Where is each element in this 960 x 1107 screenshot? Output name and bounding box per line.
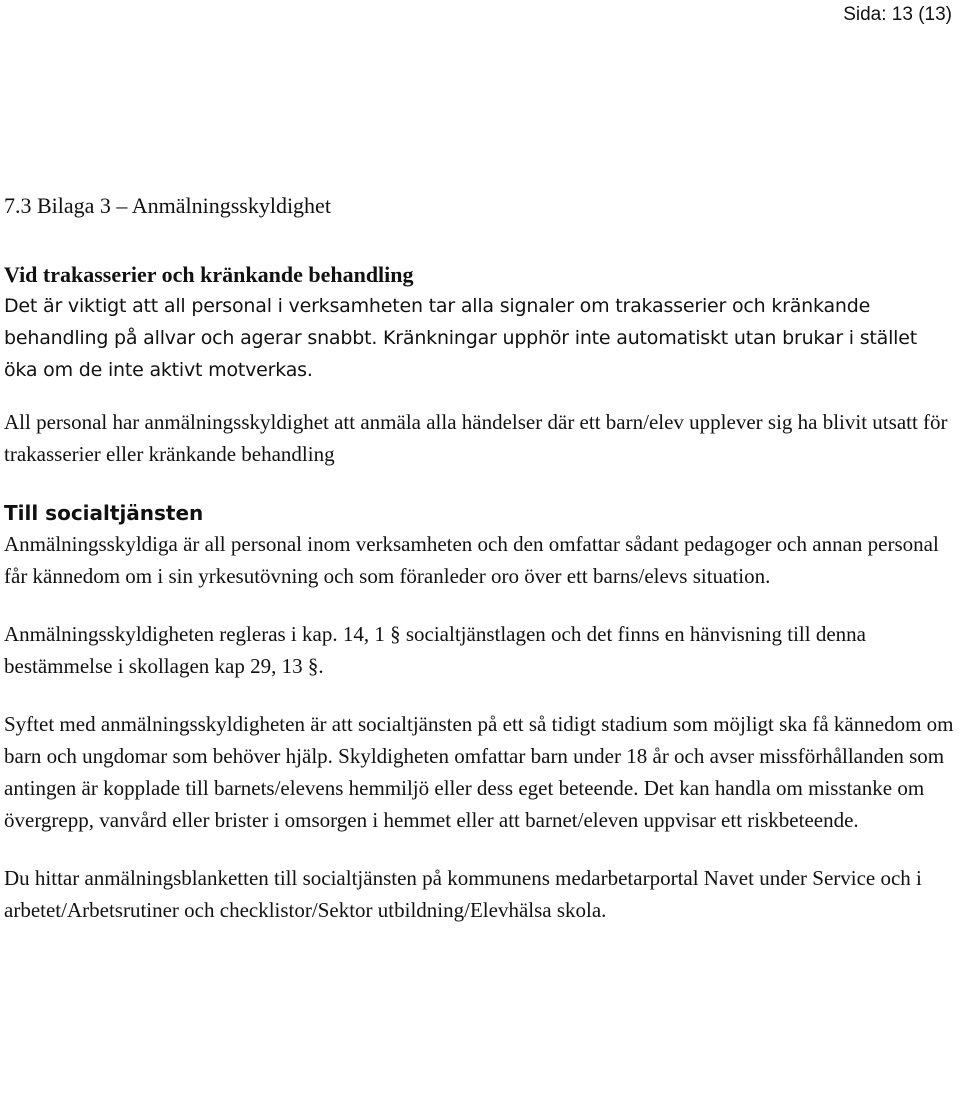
social-services-paragraph-1: Anmälningsskyldiga är all personal inom verksamheten och den omfattar sådant pedagoger och annan personal får kännedom om i sin yrkesutövning och som föranleder oro över ett barns/elevs situation.: [4, 532, 939, 588]
section-heading: 7.3 Bilaga 3 – Anmälningsskyldighet: [4, 193, 331, 218]
harassment-paragraph-2: All personal har anmälningsskyldighet att anmäla alla händelser där ett barn/elev upplever sig ha blivit utsatt för trakasserier eller kränkande behandling: [4, 410, 948, 466]
harassment-section: [4, 260, 954, 470]
social-services-paragraph-2: Anmälningsskyldigheten regleras i kap. 14, 1 § socialtjänstlagen och det finns en hänvisning till denna bestämmelse i skollagen kap 29, 13 §.: [4, 622, 866, 678]
social-services-heading: Till socialtjänsten: [4, 501, 204, 525]
harassment-paragraph-1: Det är viktigt att all personal i verksamheten tar alla signaler om trakasserier och kränkande behandling på allvar och agerar snabbt. Kränkningar upphör inte automatiskt utan brukar i stället öka om de inte aktivt motverkas.: [4, 295, 917, 381]
social-services-paragraph-4: Du hittar anmälningsblanketten till socialtjänsten på kommunens medarbetarportal Navet under Service och i arbetet/Arbetsrutiner och checklistor/Sektor utbildning/Elevhälsa skola.: [4, 866, 922, 922]
document-body: [4, 190, 954, 926]
social-services-section: [4, 498, 954, 926]
social-services-paragraph-3: Syftet med anmälningsskyldigheten är att socialtjänsten på ett så tidigt stadium som möjligt ska få kännedom om barn och ungdomar som behöver hjälp. Skyldigheten omfattar barn under 18 år och avser missförhållanden som antingen är kopplade till barnets/elevens hemmiljö eller dess eget beteende. Det kan handla om misstanke om övergrepp, vanvård eller brister i omsorgen i hemmet eller att barnet/eleven uppvisar ett riskbeteende.: [4, 712, 954, 832]
harassment-heading: Vid trakasserier och kränkande behandling: [4, 262, 414, 287]
page-number: Sida: 13 (13): [843, 4, 952, 25]
